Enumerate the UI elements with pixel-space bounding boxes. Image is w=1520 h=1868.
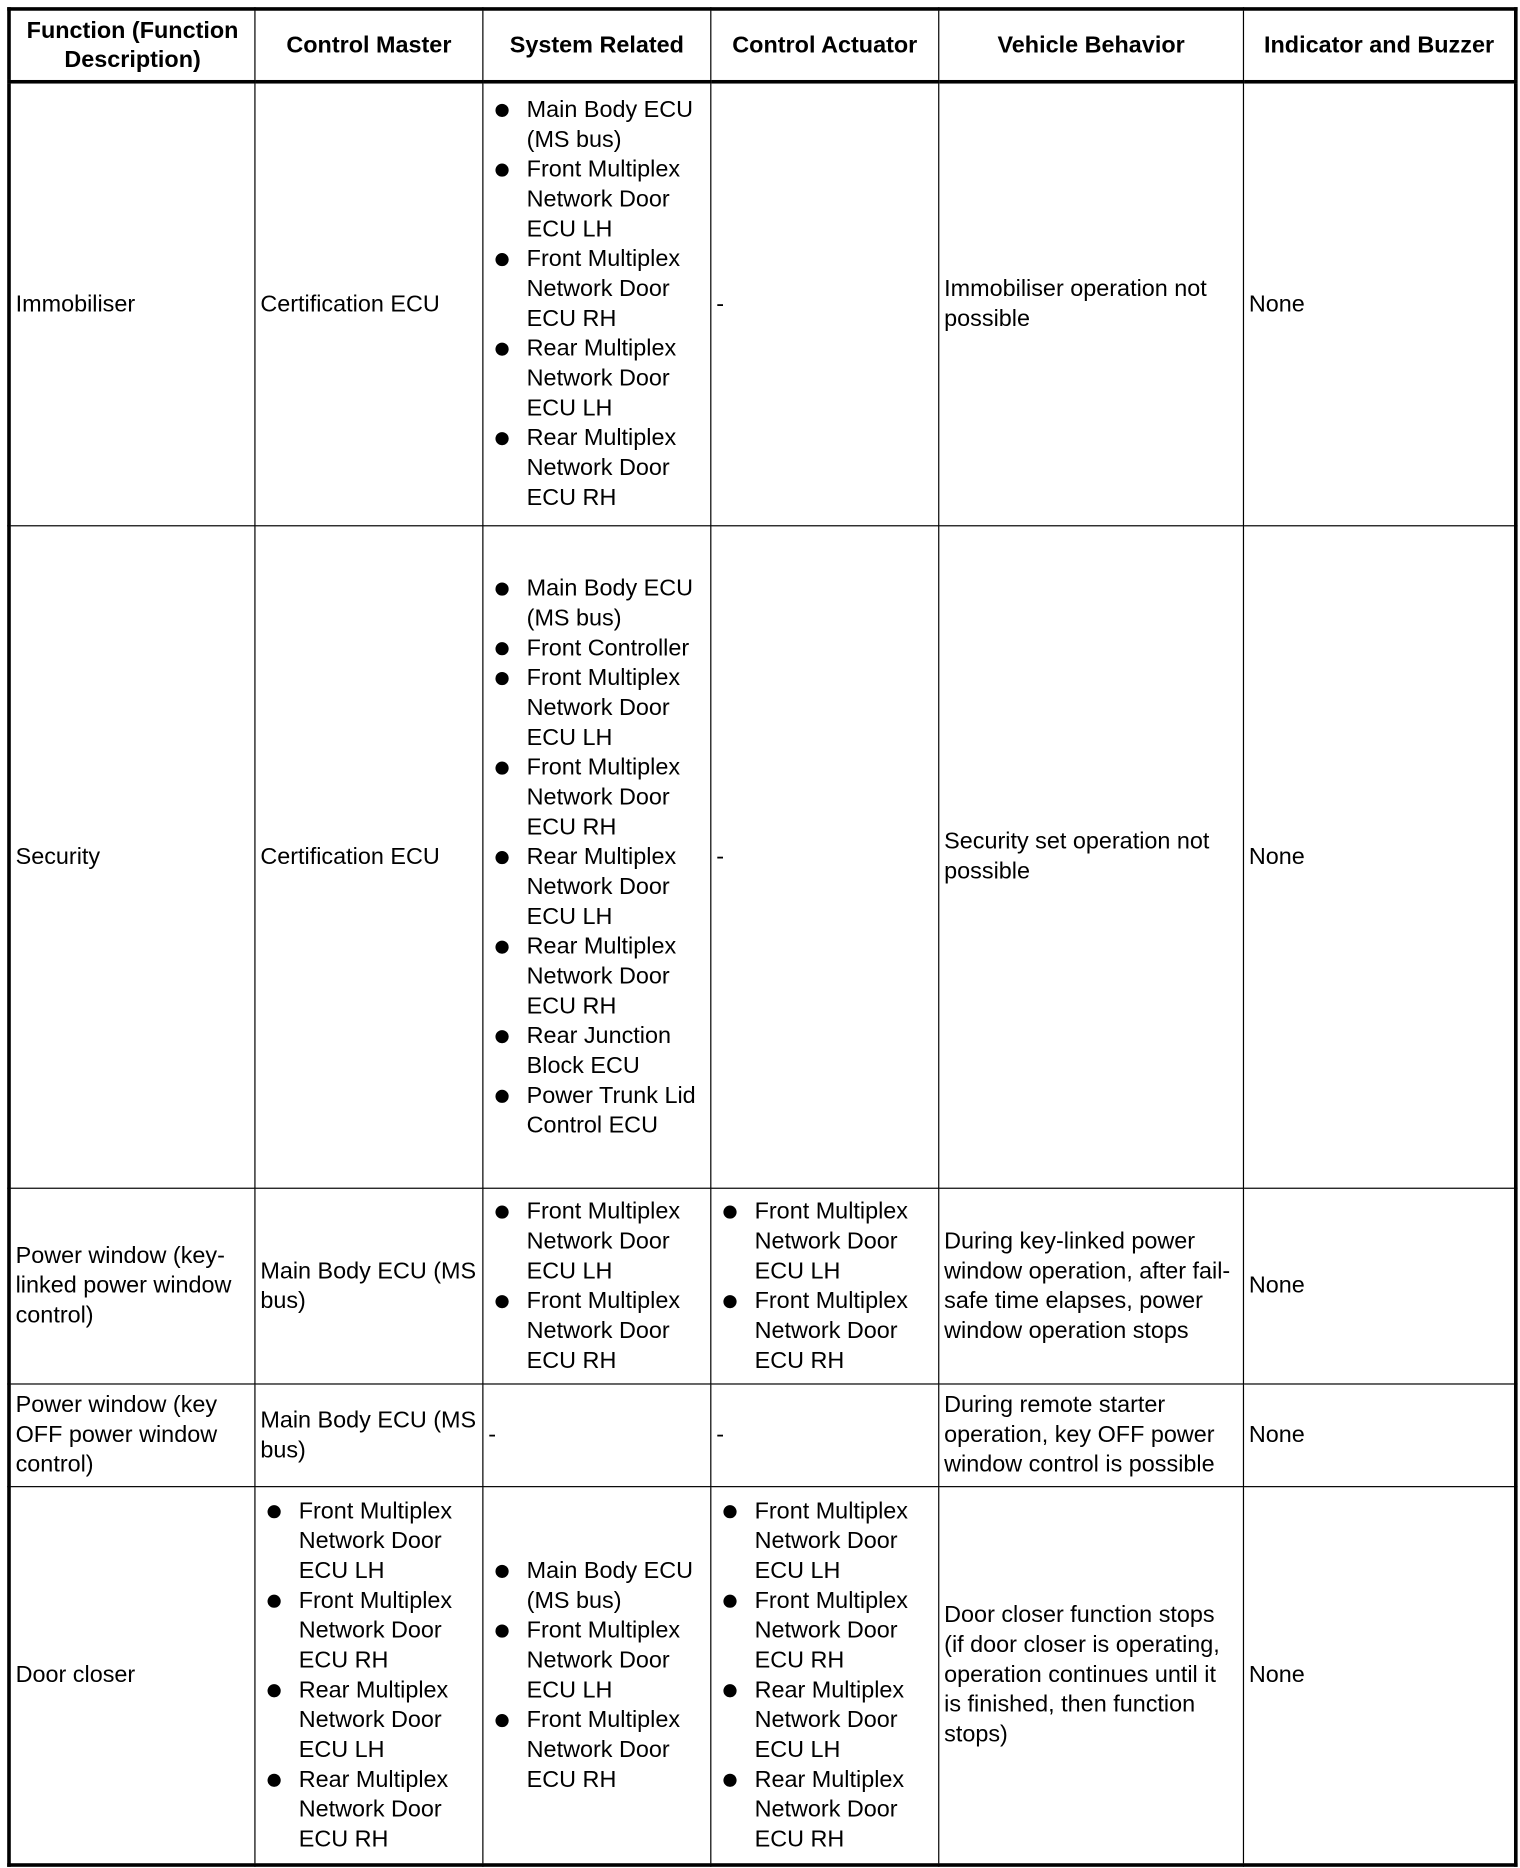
table-row xyxy=(9,1487,1516,1865)
cell-system-related xyxy=(483,1188,711,1384)
table-row xyxy=(9,1384,1516,1487)
cell-function: Security xyxy=(9,526,255,1188)
list-item: Rear Multiplex Network Door ECU LH xyxy=(488,842,705,932)
list-item: Rear Multiplex Network Door ECU LH xyxy=(716,1675,933,1765)
cell-indicator-buzzer: None xyxy=(1243,82,1515,526)
list-item: Rear Junction Block ECU xyxy=(488,1021,705,1081)
cell-control-master: Certification ECU xyxy=(255,82,483,526)
table-row xyxy=(9,1188,1516,1384)
header-function: Function (Function Description) xyxy=(9,9,255,82)
list-item: Front Multiplex Network Door ECU RH xyxy=(488,245,705,335)
cell-control-actuator xyxy=(711,1188,939,1384)
cell-vehicle-behavior: Door closer function stops (if door closer is operating, operation continues until it is finished, then function stops) xyxy=(939,1487,1244,1865)
header-control-actuator: Control Actuator xyxy=(711,9,939,82)
cell-function: Power window (key-linked power window control) xyxy=(9,1188,255,1384)
list-item: Front Multiplex Network Door ECU RH xyxy=(716,1286,933,1376)
list-item: Front Multiplex Network Door ECU LH xyxy=(488,155,705,245)
control-actuator-list xyxy=(716,1197,933,1376)
header-control-master: Control Master xyxy=(255,9,483,82)
cell-system-related xyxy=(483,526,711,1188)
table-row xyxy=(9,82,1516,526)
list-item: Rear Multiplex Network Door ECU LH xyxy=(488,334,705,424)
list-item: Front Multiplex Network Door ECU LH xyxy=(488,1197,705,1287)
cell-indicator-buzzer: None xyxy=(1243,1384,1515,1487)
list-item: Power Trunk Lid Control ECU xyxy=(488,1081,705,1141)
cell-control-master xyxy=(255,1487,483,1865)
cell-system-related xyxy=(483,1487,711,1865)
header-row xyxy=(9,9,1516,82)
list-item: Front Multiplex Network Door ECU RH xyxy=(716,1586,933,1676)
control-actuator-list xyxy=(716,1496,933,1854)
system-related-list xyxy=(488,1197,705,1376)
list-item: Rear Multiplex Network Door ECU LH xyxy=(260,1675,477,1765)
list-item: Main Body ECU (MS bus) xyxy=(488,574,705,634)
cell-indicator-buzzer: None xyxy=(1243,526,1515,1188)
list-item: Front Multiplex Network Door ECU LH xyxy=(488,663,705,753)
cell-indicator-buzzer: None xyxy=(1243,1487,1515,1865)
system-related-list xyxy=(488,1556,705,1795)
cell-vehicle-behavior: During remote starter operation, key OFF power window control is possible xyxy=(939,1384,1244,1487)
cell-control-actuator: - xyxy=(711,526,939,1188)
list-item: Front Multiplex Network Door ECU RH xyxy=(488,1286,705,1376)
cell-control-actuator: - xyxy=(711,1384,939,1487)
cell-vehicle-behavior: Security set operation not possible xyxy=(939,526,1244,1188)
cell-vehicle-behavior: Immobiliser operation not possible xyxy=(939,82,1244,526)
list-item: Main Body ECU (MS bus) xyxy=(488,95,705,155)
cell-indicator-buzzer: None xyxy=(1243,1188,1515,1384)
system-related-list xyxy=(488,574,705,1141)
list-item: Front Multiplex Network Door ECU RH xyxy=(260,1586,477,1676)
cell-control-master: Main Body ECU (MS bus) xyxy=(255,1384,483,1487)
cell-vehicle-behavior: During key-linked power window operation, after fail-safe time elapses, power window operation stops xyxy=(939,1188,1244,1384)
list-item: Front Multiplex Network Door ECU LH xyxy=(488,1616,705,1706)
cell-control-actuator xyxy=(711,1487,939,1865)
cell-control-master: Certification ECU xyxy=(255,526,483,1188)
control-master-list xyxy=(260,1496,477,1854)
list-item: Front Multiplex Network Door ECU LH xyxy=(716,1496,933,1586)
list-item: Rear Multiplex Network Door ECU RH xyxy=(260,1765,477,1855)
header-system-related: System Related xyxy=(483,9,711,82)
table-row xyxy=(9,526,1516,1188)
list-item: Front Multiplex Network Door ECU LH xyxy=(260,1496,477,1586)
list-item: Front Multiplex Network Door ECU LH xyxy=(716,1197,933,1287)
list-item: Rear Multiplex Network Door ECU RH xyxy=(488,424,705,514)
cell-control-actuator: - xyxy=(711,82,939,526)
header-indicator-buzzer: Indicator and Buzzer xyxy=(1243,9,1515,82)
cell-function: Power window (key OFF power window control) xyxy=(9,1384,255,1487)
cell-control-master: Main Body ECU (MS bus) xyxy=(255,1188,483,1384)
header-vehicle-behavior: Vehicle Behavior xyxy=(939,9,1244,82)
cell-system-related: - xyxy=(483,1384,711,1487)
system-related-list xyxy=(488,95,705,513)
cell-function: Door closer xyxy=(9,1487,255,1865)
cell-function: Immobiliser xyxy=(9,82,255,526)
list-item: Rear Multiplex Network Door ECU RH xyxy=(716,1765,933,1855)
list-item: Rear Multiplex Network Door ECU RH xyxy=(488,932,705,1022)
list-item: Front Multiplex Network Door ECU RH xyxy=(488,753,705,843)
list-item: Front Controller xyxy=(488,633,705,663)
cell-system-related xyxy=(483,82,711,526)
list-item: Front Multiplex Network Door ECU RH xyxy=(488,1705,705,1795)
function-table xyxy=(7,7,1517,1867)
list-item: Main Body ECU (MS bus) xyxy=(488,1556,705,1616)
